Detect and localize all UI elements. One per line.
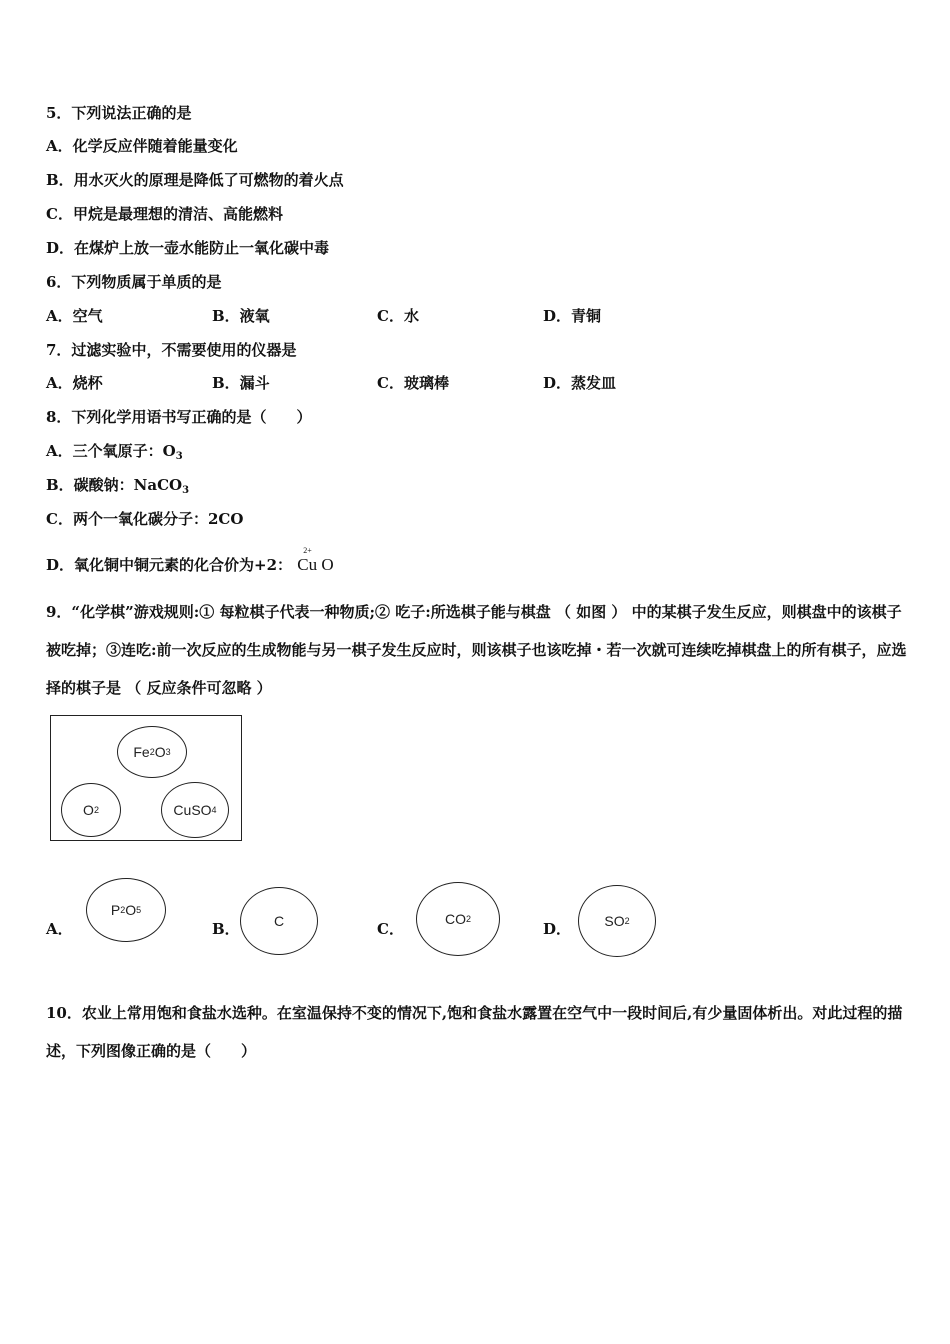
- cuo-formula: [297, 546, 334, 574]
- q9-option-d-piece: SO 2: [578, 885, 656, 957]
- board-piece-cuso4: CuSO 4: [161, 782, 229, 838]
- valence-superscript: 2+: [303, 546, 312, 555]
- board-piece-fe2o3: Fe 2 O 3: [117, 726, 187, 778]
- q9-stem: 9．“化学棋”游戏规则:① 每粒棋子代表一种物质;② 吃子:所选棋子能与棋盘 （ 如图 ） 中的某棋子发生反应，则棋盘中的该棋子被吃掉；③连吃:前一次反应的生成物能与另一棋子发生反应时，则该棋子也该吃掉・若一次就可连续吃掉棋盘上的所有棋子，应选择的棋子是 （ 反应条件可忽略 ）: [46, 603, 907, 697]
- q8-option-b-text: B．碳酸钠：NaCO: [46, 476, 183, 494]
- q8-option-a-text: A．三个氧原子：O: [46, 442, 176, 460]
- q8-option-d: [46, 546, 334, 575]
- q9-option-d-label: D．: [543, 920, 572, 938]
- q6-stem: 6．下列物质属于单质的是: [46, 273, 222, 291]
- q8-option-a-subscript: 3: [175, 451, 183, 462]
- q9-option-c-label: C．: [377, 920, 404, 938]
- q8-stem: 8．下列化学用语书写正确的是（ ）: [46, 408, 312, 426]
- q9-option-b-label: B．: [212, 920, 240, 938]
- q5-option-d: D．在煤炉上放一壶水能防止一氧化碳中毒: [46, 239, 330, 257]
- q8-option-d-text: D．氧化铜中铜元素的化合价为+2：: [46, 556, 293, 574]
- q7-option-c: C．玻璃棒: [377, 374, 449, 392]
- q7-option-d: D．蒸发皿: [543, 374, 617, 392]
- board-piece-o2: O 2: [61, 783, 121, 837]
- q6-option-d: D．青铜: [543, 307, 602, 325]
- q7-option-a: A．烧杯: [46, 374, 103, 392]
- q7-stem: 7．过滤实验中，不需要使用的仪器是: [46, 341, 297, 359]
- q5-option-b: B．用水灭火的原理是降低了可燃物的着火点: [46, 171, 344, 189]
- q9-option-a-piece: P 2 O 5: [86, 878, 166, 942]
- cuo-formula-text: Cu O: [297, 555, 334, 574]
- q8-option-c: C．两个一氧化碳分子：2CO: [46, 510, 244, 528]
- q6-option-c: C．水: [377, 307, 419, 325]
- q9-option-b-piece: C: [240, 887, 318, 955]
- q5-option-c: C．甲烷是最理想的清洁、高能燃料: [46, 205, 283, 223]
- q9-option-c-piece: CO 2: [416, 882, 500, 956]
- q10-stem: 10．农业上常用饱和食盐水选种。在室温保持不变的情况下,饱和食盐水露置在空气中一段时间后,有少量固体析出。对此过程的描述，下列图像正确的是（ ）: [46, 1004, 903, 1060]
- q8-option-b: [46, 475, 189, 501]
- q5-stem: 5．下列说法正确的是: [46, 104, 192, 122]
- q8-option-a: [46, 441, 183, 467]
- q6-option-a: A．空气: [46, 307, 103, 325]
- q6-option-b: B．液氧: [212, 307, 270, 325]
- q8-option-b-subscript: 3: [182, 485, 190, 496]
- q7-option-b: B．漏斗: [212, 374, 270, 392]
- q5-option-a: A．化学反应伴随着能量变化: [46, 137, 238, 155]
- q9-option-a-label: A．: [46, 920, 73, 938]
